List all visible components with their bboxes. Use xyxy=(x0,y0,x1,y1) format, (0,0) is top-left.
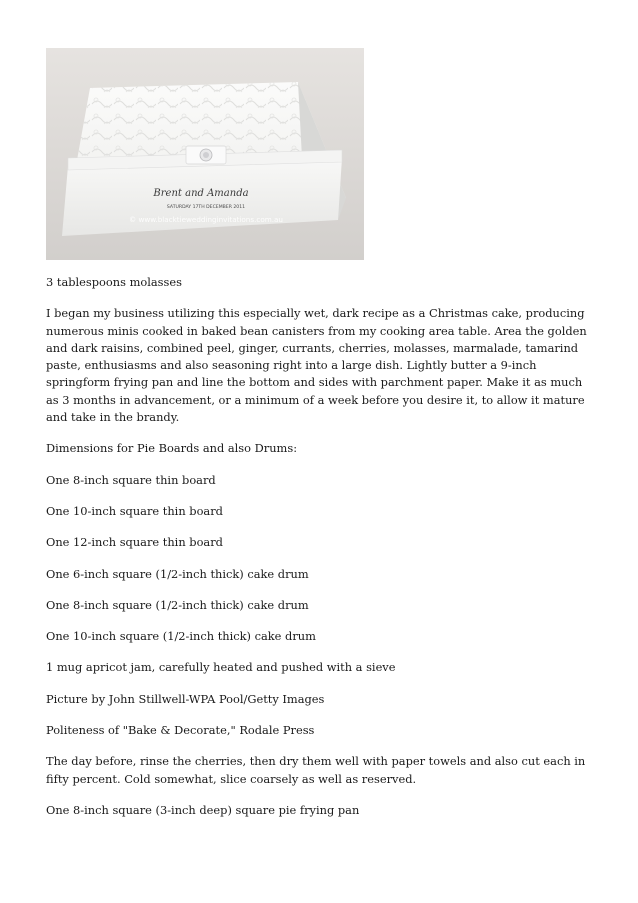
paragraph: The day before, rinse the cherries, then dry them well with paper towels and also cut each in fifty percent. Cold somewhat, slice coarsely as well as reserved. xyxy=(46,754,586,786)
paragraph: Picture by John Stillwell-WPA Pool/Getty Images xyxy=(46,691,325,706)
paragraph: One 8-inch square thin board xyxy=(46,472,216,487)
paragraph: One 8-inch square (3-inch deep) square pie frying pan xyxy=(46,802,360,817)
article-body xyxy=(46,274,596,833)
card-date: SATURDAY 17TH DECEMBER 2011 xyxy=(166,205,246,210)
photo-watermark: © www.blacktieweddinginvitations.com.au xyxy=(128,215,284,224)
paragraph: One 12-inch square thin board xyxy=(46,535,223,550)
place-card-illustration xyxy=(46,48,364,260)
paragraph: One 10-inch square (1/2-inch thick) cake drum xyxy=(46,629,316,644)
paragraph: One 6-inch square (1/2-inch thick) cake drum xyxy=(46,566,309,581)
paragraph: 3 tablespoons molasses xyxy=(46,275,182,289)
card-names: Brent and Amanda xyxy=(153,188,249,199)
paragraph: I began my business utilizing this especially wet, dark recipe as a Christmas cake, producing numerous minis cooked in baked bean canisters from my cooking area table. Area the golden and dark raisins, combined peel, ginger, currants, cherries, molasses, marmalade, tamarind paste, enthusiasms and also seasoning right into a large dish. Lightly butter a 9-inch springform frying pan and line the bottom and sides with parchment paper. Make it as much as 3 months in advancement, or a minimum of a week before you desire it, to allow it mature and take in the brandy. xyxy=(46,306,587,425)
wedding-card-photo xyxy=(46,48,364,260)
paragraph: Politeness of "Bake & Decorate," Rodale Press xyxy=(46,723,315,738)
paragraph: One 10-inch square thin board xyxy=(46,503,223,518)
paragraph: One 8-inch square (1/2-inch thick) cake drum xyxy=(46,597,309,612)
paragraph: Dimensions for Pie Boards and also Drums: xyxy=(46,441,298,456)
paragraph: 1 mug apricot jam, carefully heated and pushed with a sieve xyxy=(46,660,396,675)
